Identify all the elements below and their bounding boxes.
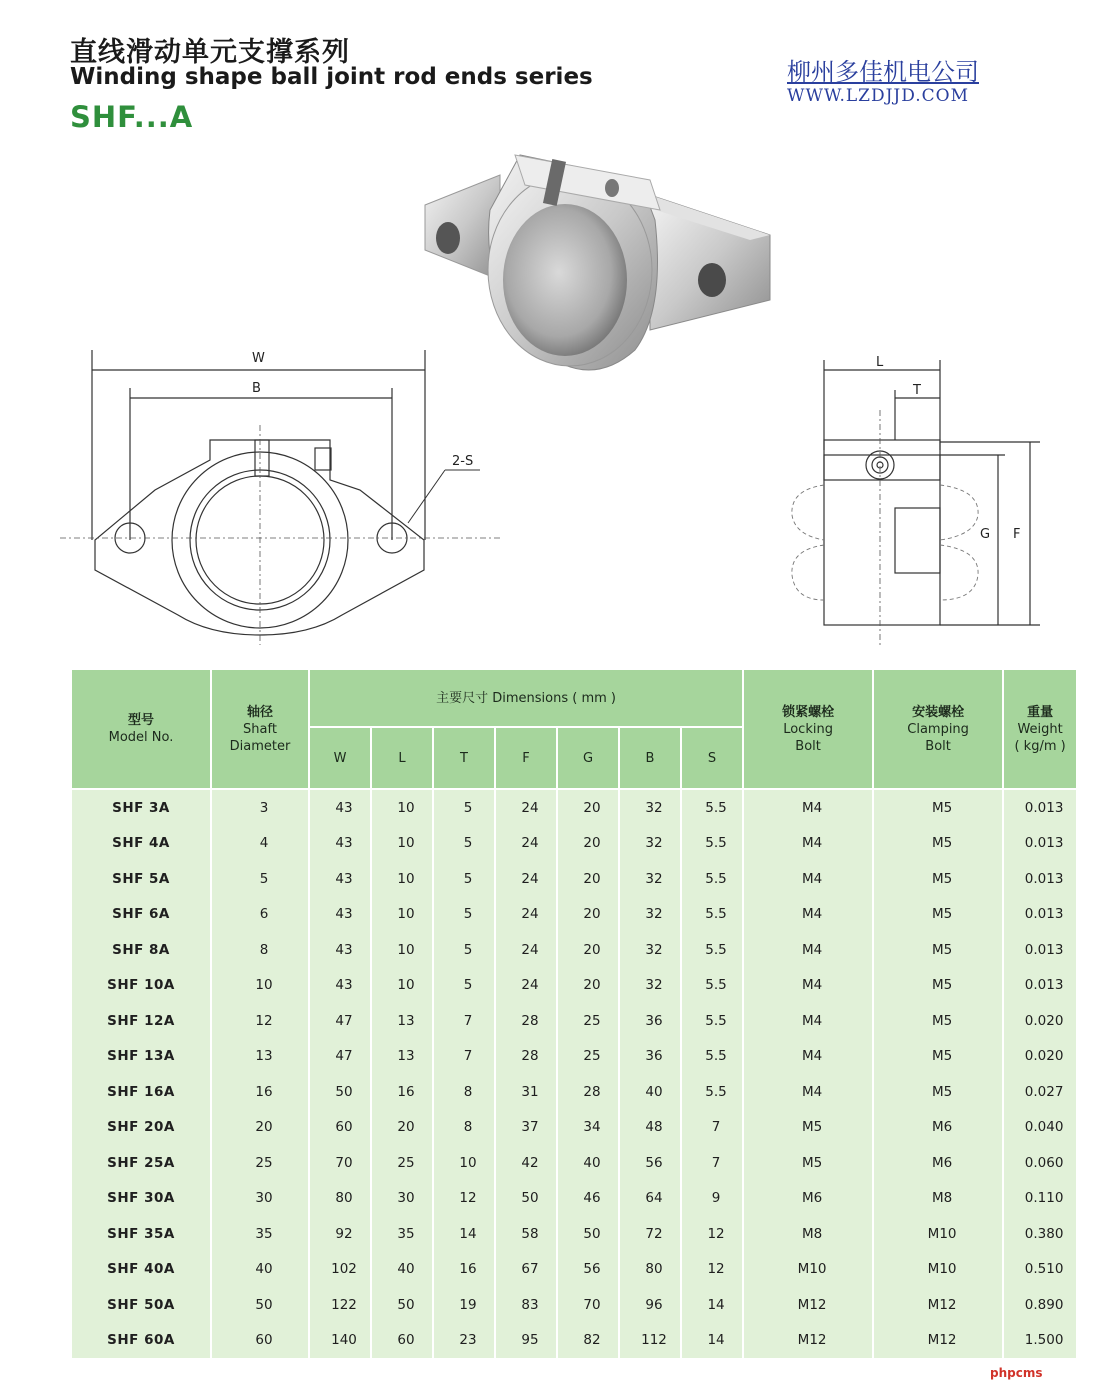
- cell-weight: 0.013: [1003, 861, 1077, 896]
- dim-label-s: 2-S: [452, 454, 474, 469]
- cell-b: 32: [619, 967, 681, 1002]
- cell-g: 50: [557, 1216, 619, 1251]
- cell-shaft: 20: [211, 1109, 309, 1144]
- cell-shaft: 12: [211, 1003, 309, 1038]
- table-row: [71, 1251, 1077, 1286]
- page-title-cn: 直线滑动单元支撑系列: [70, 37, 350, 68]
- cell-shaft: 35: [211, 1216, 309, 1251]
- cell-f: 50: [495, 1180, 557, 1215]
- header-g: G: [557, 727, 619, 789]
- table-row: [71, 1109, 1077, 1144]
- cell-f: 42: [495, 1145, 557, 1180]
- dim-label-w: W: [252, 351, 265, 366]
- table-row: [71, 896, 1077, 931]
- cell-s: 12: [681, 1251, 743, 1286]
- cell-w: 43: [309, 967, 371, 1002]
- company-website[interactable]: WWW.LZDJJD.COM: [787, 86, 969, 106]
- header-t: T: [433, 727, 495, 789]
- cell-weight: 0.013: [1003, 896, 1077, 931]
- table-row: [71, 1003, 1077, 1038]
- cell-clamp: M10: [873, 1251, 1003, 1286]
- cell-lock: M4: [743, 967, 873, 1002]
- table-row: [71, 1216, 1077, 1251]
- cell-lock: M10: [743, 1251, 873, 1286]
- company-name[interactable]: 柳州多佳机电公司: [787, 58, 979, 86]
- cell-weight: 0.510: [1003, 1251, 1077, 1286]
- cell-b: 32: [619, 826, 681, 861]
- cell-g: 28: [557, 1074, 619, 1109]
- specs-table-body: [71, 789, 1077, 1358]
- dim-label-f: F: [1013, 527, 1021, 542]
- cell-t: 23: [433, 1322, 495, 1358]
- cell-s: 12: [681, 1216, 743, 1251]
- cell-f: 37: [495, 1109, 557, 1144]
- cell-shaft: 4: [211, 826, 309, 861]
- header-w: W: [309, 727, 371, 789]
- cell-b: 96: [619, 1287, 681, 1322]
- cell-f: 24: [495, 826, 557, 861]
- cell-t: 5: [433, 826, 495, 861]
- cell-shaft: 25: [211, 1145, 309, 1180]
- header-f: F: [495, 727, 557, 789]
- cell-b: 64: [619, 1180, 681, 1215]
- cell-b: 36: [619, 1003, 681, 1038]
- cell-g: 56: [557, 1251, 619, 1286]
- cell-lock: M4: [743, 1003, 873, 1038]
- cell-f: 58: [495, 1216, 557, 1251]
- table-row: [71, 1287, 1077, 1322]
- cell-f: 83: [495, 1287, 557, 1322]
- header-s: S: [681, 727, 743, 789]
- cell-lock: M4: [743, 861, 873, 896]
- cell-w: 47: [309, 1003, 371, 1038]
- cell-clamp: M5: [873, 861, 1003, 896]
- cell-weight: 0.020: [1003, 1003, 1077, 1038]
- cell-weight: 0.380: [1003, 1216, 1077, 1251]
- cell-lock: M8: [743, 1216, 873, 1251]
- cell-g: 20: [557, 932, 619, 967]
- table-row: [71, 1180, 1077, 1215]
- cell-g: 20: [557, 789, 619, 826]
- cell-model: SHF 40A: [71, 1251, 211, 1286]
- cell-clamp: M6: [873, 1109, 1003, 1144]
- cell-clamp: M5: [873, 826, 1003, 861]
- cell-model: SHF 20A: [71, 1109, 211, 1144]
- cell-b: 112: [619, 1322, 681, 1358]
- cell-b: 32: [619, 932, 681, 967]
- cell-w: 140: [309, 1322, 371, 1358]
- cell-weight: 0.013: [1003, 789, 1077, 826]
- cell-clamp: M6: [873, 1145, 1003, 1180]
- cell-f: 67: [495, 1251, 557, 1286]
- cell-b: 32: [619, 789, 681, 826]
- cell-b: 40: [619, 1074, 681, 1109]
- cell-s: 14: [681, 1322, 743, 1358]
- cell-l: 10: [371, 789, 433, 826]
- cell-clamp: M5: [873, 789, 1003, 826]
- cell-f: 31: [495, 1074, 557, 1109]
- cell-s: 5.5: [681, 1038, 743, 1073]
- cell-model: SHF 12A: [71, 1003, 211, 1038]
- cell-lock: M4: [743, 789, 873, 826]
- cell-model: SHF 10A: [71, 967, 211, 1002]
- cell-clamp: M5: [873, 1003, 1003, 1038]
- cell-shaft: 5: [211, 861, 309, 896]
- cell-weight: 0.040: [1003, 1109, 1077, 1144]
- cell-s: 5.5: [681, 896, 743, 931]
- cell-f: 24: [495, 861, 557, 896]
- cell-l: 30: [371, 1180, 433, 1215]
- cell-shaft: 16: [211, 1074, 309, 1109]
- cell-s: 9: [681, 1180, 743, 1215]
- cell-t: 19: [433, 1287, 495, 1322]
- table-row: [71, 789, 1077, 826]
- cell-f: 24: [495, 932, 557, 967]
- cell-lock: M4: [743, 1074, 873, 1109]
- cell-model: SHF 8A: [71, 932, 211, 967]
- cell-shaft: 40: [211, 1251, 309, 1286]
- cell-shaft: 8: [211, 932, 309, 967]
- cell-t: 14: [433, 1216, 495, 1251]
- cell-f: 28: [495, 1038, 557, 1073]
- header-model: 型号 Model No.: [71, 669, 211, 789]
- cell-model: SHF 60A: [71, 1322, 211, 1358]
- cell-f: 24: [495, 896, 557, 931]
- series-code: SHF...A: [70, 100, 194, 134]
- table-row: [71, 1074, 1077, 1109]
- cell-s: 5.5: [681, 1003, 743, 1038]
- cell-s: 5.5: [681, 967, 743, 1002]
- cell-model: SHF 16A: [71, 1074, 211, 1109]
- cell-g: 20: [557, 826, 619, 861]
- cell-l: 10: [371, 967, 433, 1002]
- cell-l: 10: [371, 861, 433, 896]
- table-row: [71, 1322, 1077, 1358]
- cell-f: 24: [495, 967, 557, 1002]
- dim-label-l: L: [876, 355, 884, 370]
- cell-s: 5.5: [681, 1074, 743, 1109]
- cell-w: 43: [309, 826, 371, 861]
- table-row: [71, 1038, 1077, 1073]
- cell-weight: 0.060: [1003, 1145, 1077, 1180]
- cell-lock: M4: [743, 896, 873, 931]
- cell-g: 20: [557, 896, 619, 931]
- cell-clamp: M5: [873, 896, 1003, 931]
- cell-g: 20: [557, 967, 619, 1002]
- cell-shaft: 50: [211, 1287, 309, 1322]
- cell-b: 36: [619, 1038, 681, 1073]
- cell-l: 25: [371, 1145, 433, 1180]
- cell-s: 7: [681, 1109, 743, 1144]
- cell-clamp: M5: [873, 1074, 1003, 1109]
- cell-w: 43: [309, 861, 371, 896]
- cell-w: 43: [309, 932, 371, 967]
- cell-t: 8: [433, 1074, 495, 1109]
- cell-l: 10: [371, 896, 433, 931]
- header-locking-bolt: 锁紧螺栓 Locking Bolt: [743, 669, 873, 789]
- cell-w: 43: [309, 896, 371, 931]
- cell-lock: M5: [743, 1109, 873, 1144]
- cell-g: 70: [557, 1287, 619, 1322]
- cell-lock: M12: [743, 1287, 873, 1322]
- cell-lock: M4: [743, 932, 873, 967]
- header-l: L: [371, 727, 433, 789]
- cell-clamp: M8: [873, 1180, 1003, 1215]
- cell-t: 7: [433, 1038, 495, 1073]
- cell-model: SHF 50A: [71, 1287, 211, 1322]
- cell-clamp: M10: [873, 1216, 1003, 1251]
- table-row: [71, 826, 1077, 861]
- cell-b: 80: [619, 1251, 681, 1286]
- cell-weight: 1.500: [1003, 1322, 1077, 1358]
- cell-l: 60: [371, 1322, 433, 1358]
- cell-g: 25: [557, 1038, 619, 1073]
- cell-shaft: 30: [211, 1180, 309, 1215]
- cell-t: 5: [433, 967, 495, 1002]
- cell-w: 122: [309, 1287, 371, 1322]
- dim-label-g: G: [980, 527, 991, 542]
- cell-shaft: 6: [211, 896, 309, 931]
- cell-s: 5.5: [681, 861, 743, 896]
- cell-l: 13: [371, 1038, 433, 1073]
- cell-l: 13: [371, 1003, 433, 1038]
- cell-w: 92: [309, 1216, 371, 1251]
- table-row: [71, 861, 1077, 896]
- cell-l: 50: [371, 1287, 433, 1322]
- cell-l: 35: [371, 1216, 433, 1251]
- cell-l: 10: [371, 932, 433, 967]
- cell-t: 8: [433, 1109, 495, 1144]
- cell-weight: 0.020: [1003, 1038, 1077, 1073]
- cell-b: 48: [619, 1109, 681, 1144]
- cell-t: 12: [433, 1180, 495, 1215]
- cell-b: 32: [619, 861, 681, 896]
- header-shaft: 轴径 Shaft Diameter: [211, 669, 309, 789]
- cell-t: 5: [433, 789, 495, 826]
- cell-clamp: M12: [873, 1287, 1003, 1322]
- cell-model: SHF 4A: [71, 826, 211, 861]
- cell-t: 5: [433, 861, 495, 896]
- side-view-drawing: [780, 350, 1070, 650]
- cell-l: 20: [371, 1109, 433, 1144]
- header-clamping-bolt: 安装螺栓 Clamping Bolt: [873, 669, 1003, 789]
- cell-shaft: 10: [211, 967, 309, 1002]
- cell-g: 40: [557, 1145, 619, 1180]
- cell-w: 50: [309, 1074, 371, 1109]
- cell-clamp: M12: [873, 1322, 1003, 1358]
- cell-clamp: M5: [873, 932, 1003, 967]
- cell-s: 7: [681, 1145, 743, 1180]
- cell-w: 43: [309, 789, 371, 826]
- table-row: [71, 1145, 1077, 1180]
- cell-w: 70: [309, 1145, 371, 1180]
- cell-s: 5.5: [681, 826, 743, 861]
- cell-l: 16: [371, 1074, 433, 1109]
- cell-g: 20: [557, 861, 619, 896]
- table-row: [71, 932, 1077, 967]
- cell-weight: 0.013: [1003, 826, 1077, 861]
- cell-model: SHF 6A: [71, 896, 211, 931]
- cell-t: 10: [433, 1145, 495, 1180]
- cell-weight: 0.027: [1003, 1074, 1077, 1109]
- cell-lock: M6: [743, 1180, 873, 1215]
- cell-t: 16: [433, 1251, 495, 1286]
- specs-table: [70, 668, 1078, 1358]
- cell-l: 40: [371, 1251, 433, 1286]
- cell-g: 34: [557, 1109, 619, 1144]
- dim-label-b: B: [252, 381, 261, 396]
- cell-g: 25: [557, 1003, 619, 1038]
- cell-f: 24: [495, 789, 557, 826]
- cell-model: SHF 35A: [71, 1216, 211, 1251]
- header-dimensions: 主要尺寸 Dimensions ( mm ): [309, 669, 743, 727]
- cell-t: 5: [433, 932, 495, 967]
- cell-lock: M5: [743, 1145, 873, 1180]
- cell-w: 60: [309, 1109, 371, 1144]
- cell-shaft: 3: [211, 789, 309, 826]
- cell-b: 72: [619, 1216, 681, 1251]
- cell-clamp: M5: [873, 967, 1003, 1002]
- header-weight: 重量 Weight ( kg/m ): [1003, 669, 1077, 789]
- cell-s: 5.5: [681, 789, 743, 826]
- cell-b: 56: [619, 1145, 681, 1180]
- cell-s: 14: [681, 1287, 743, 1322]
- cell-t: 5: [433, 896, 495, 931]
- cell-t: 7: [433, 1003, 495, 1038]
- cell-clamp: M5: [873, 1038, 1003, 1073]
- cell-lock: M4: [743, 1038, 873, 1073]
- cell-weight: 0.110: [1003, 1180, 1077, 1215]
- cell-weight: 0.013: [1003, 967, 1077, 1002]
- cell-shaft: 13: [211, 1038, 309, 1073]
- header-b: B: [619, 727, 681, 789]
- watermark: phpcms: [990, 1366, 1043, 1380]
- cell-w: 80: [309, 1180, 371, 1215]
- cell-model: SHF 5A: [71, 861, 211, 896]
- cell-w: 47: [309, 1038, 371, 1073]
- cell-lock: M4: [743, 826, 873, 861]
- cell-l: 10: [371, 826, 433, 861]
- cell-s: 5.5: [681, 932, 743, 967]
- cell-f: 95: [495, 1322, 557, 1358]
- cell-model: SHF 30A: [71, 1180, 211, 1215]
- page-title-en: Winding shape ball joint rod ends series: [70, 64, 593, 90]
- cell-model: SHF 3A: [71, 789, 211, 826]
- cell-lock: M12: [743, 1322, 873, 1358]
- cell-weight: 0.890: [1003, 1287, 1077, 1322]
- cell-weight: 0.013: [1003, 932, 1077, 967]
- table-row: [71, 967, 1077, 1002]
- cell-model: SHF 25A: [71, 1145, 211, 1180]
- cell-w: 102: [309, 1251, 371, 1286]
- cell-shaft: 60: [211, 1322, 309, 1358]
- cell-g: 82: [557, 1322, 619, 1358]
- cell-b: 32: [619, 896, 681, 931]
- cell-f: 28: [495, 1003, 557, 1038]
- dim-label-t: T: [913, 383, 921, 398]
- front-view-drawing: [60, 340, 500, 650]
- cell-model: SHF 13A: [71, 1038, 211, 1073]
- cell-g: 46: [557, 1180, 619, 1215]
